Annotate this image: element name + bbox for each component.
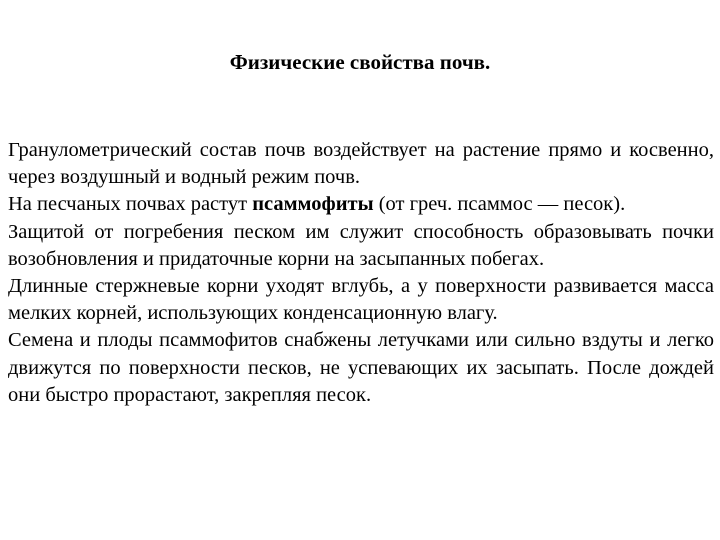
term-psammophytes: псаммофиты: [252, 193, 374, 216]
paragraph-granulometric: Гранулометрический состав почв воздействует на растение прямо и косвенно, через воздушный и водный режим почв.: [8, 139, 714, 189]
paragraph-seeds: Семена и плоды псаммофитов снабжены летучками или сильно вздуты и легко движутся по поверхности песков, не успевающих их засыпать. После дождей они быстро прорастают, закрепляя песок.: [8, 329, 714, 406]
paragraph-roots: Длинные стержневые корни уходят вглубь, а у поверхности развивается масса мелких корней, использующих конденсационную влагу.: [8, 275, 714, 325]
paragraph-protection: Защитой от погребения песком им служит способность образовывать почки возобновления и придаточные корни на засыпанных побегах.: [8, 220, 714, 270]
slide-title: Физические свойства почв.: [229, 50, 491, 74]
paragraph-psammophytes: [8, 191, 714, 218]
slide-body: [8, 137, 714, 409]
paragraph-psammophytes-after: (от греч. псаммос — песок).: [373, 193, 626, 216]
paragraph-psammophytes-before: На песчаных почвах растут: [8, 193, 253, 216]
